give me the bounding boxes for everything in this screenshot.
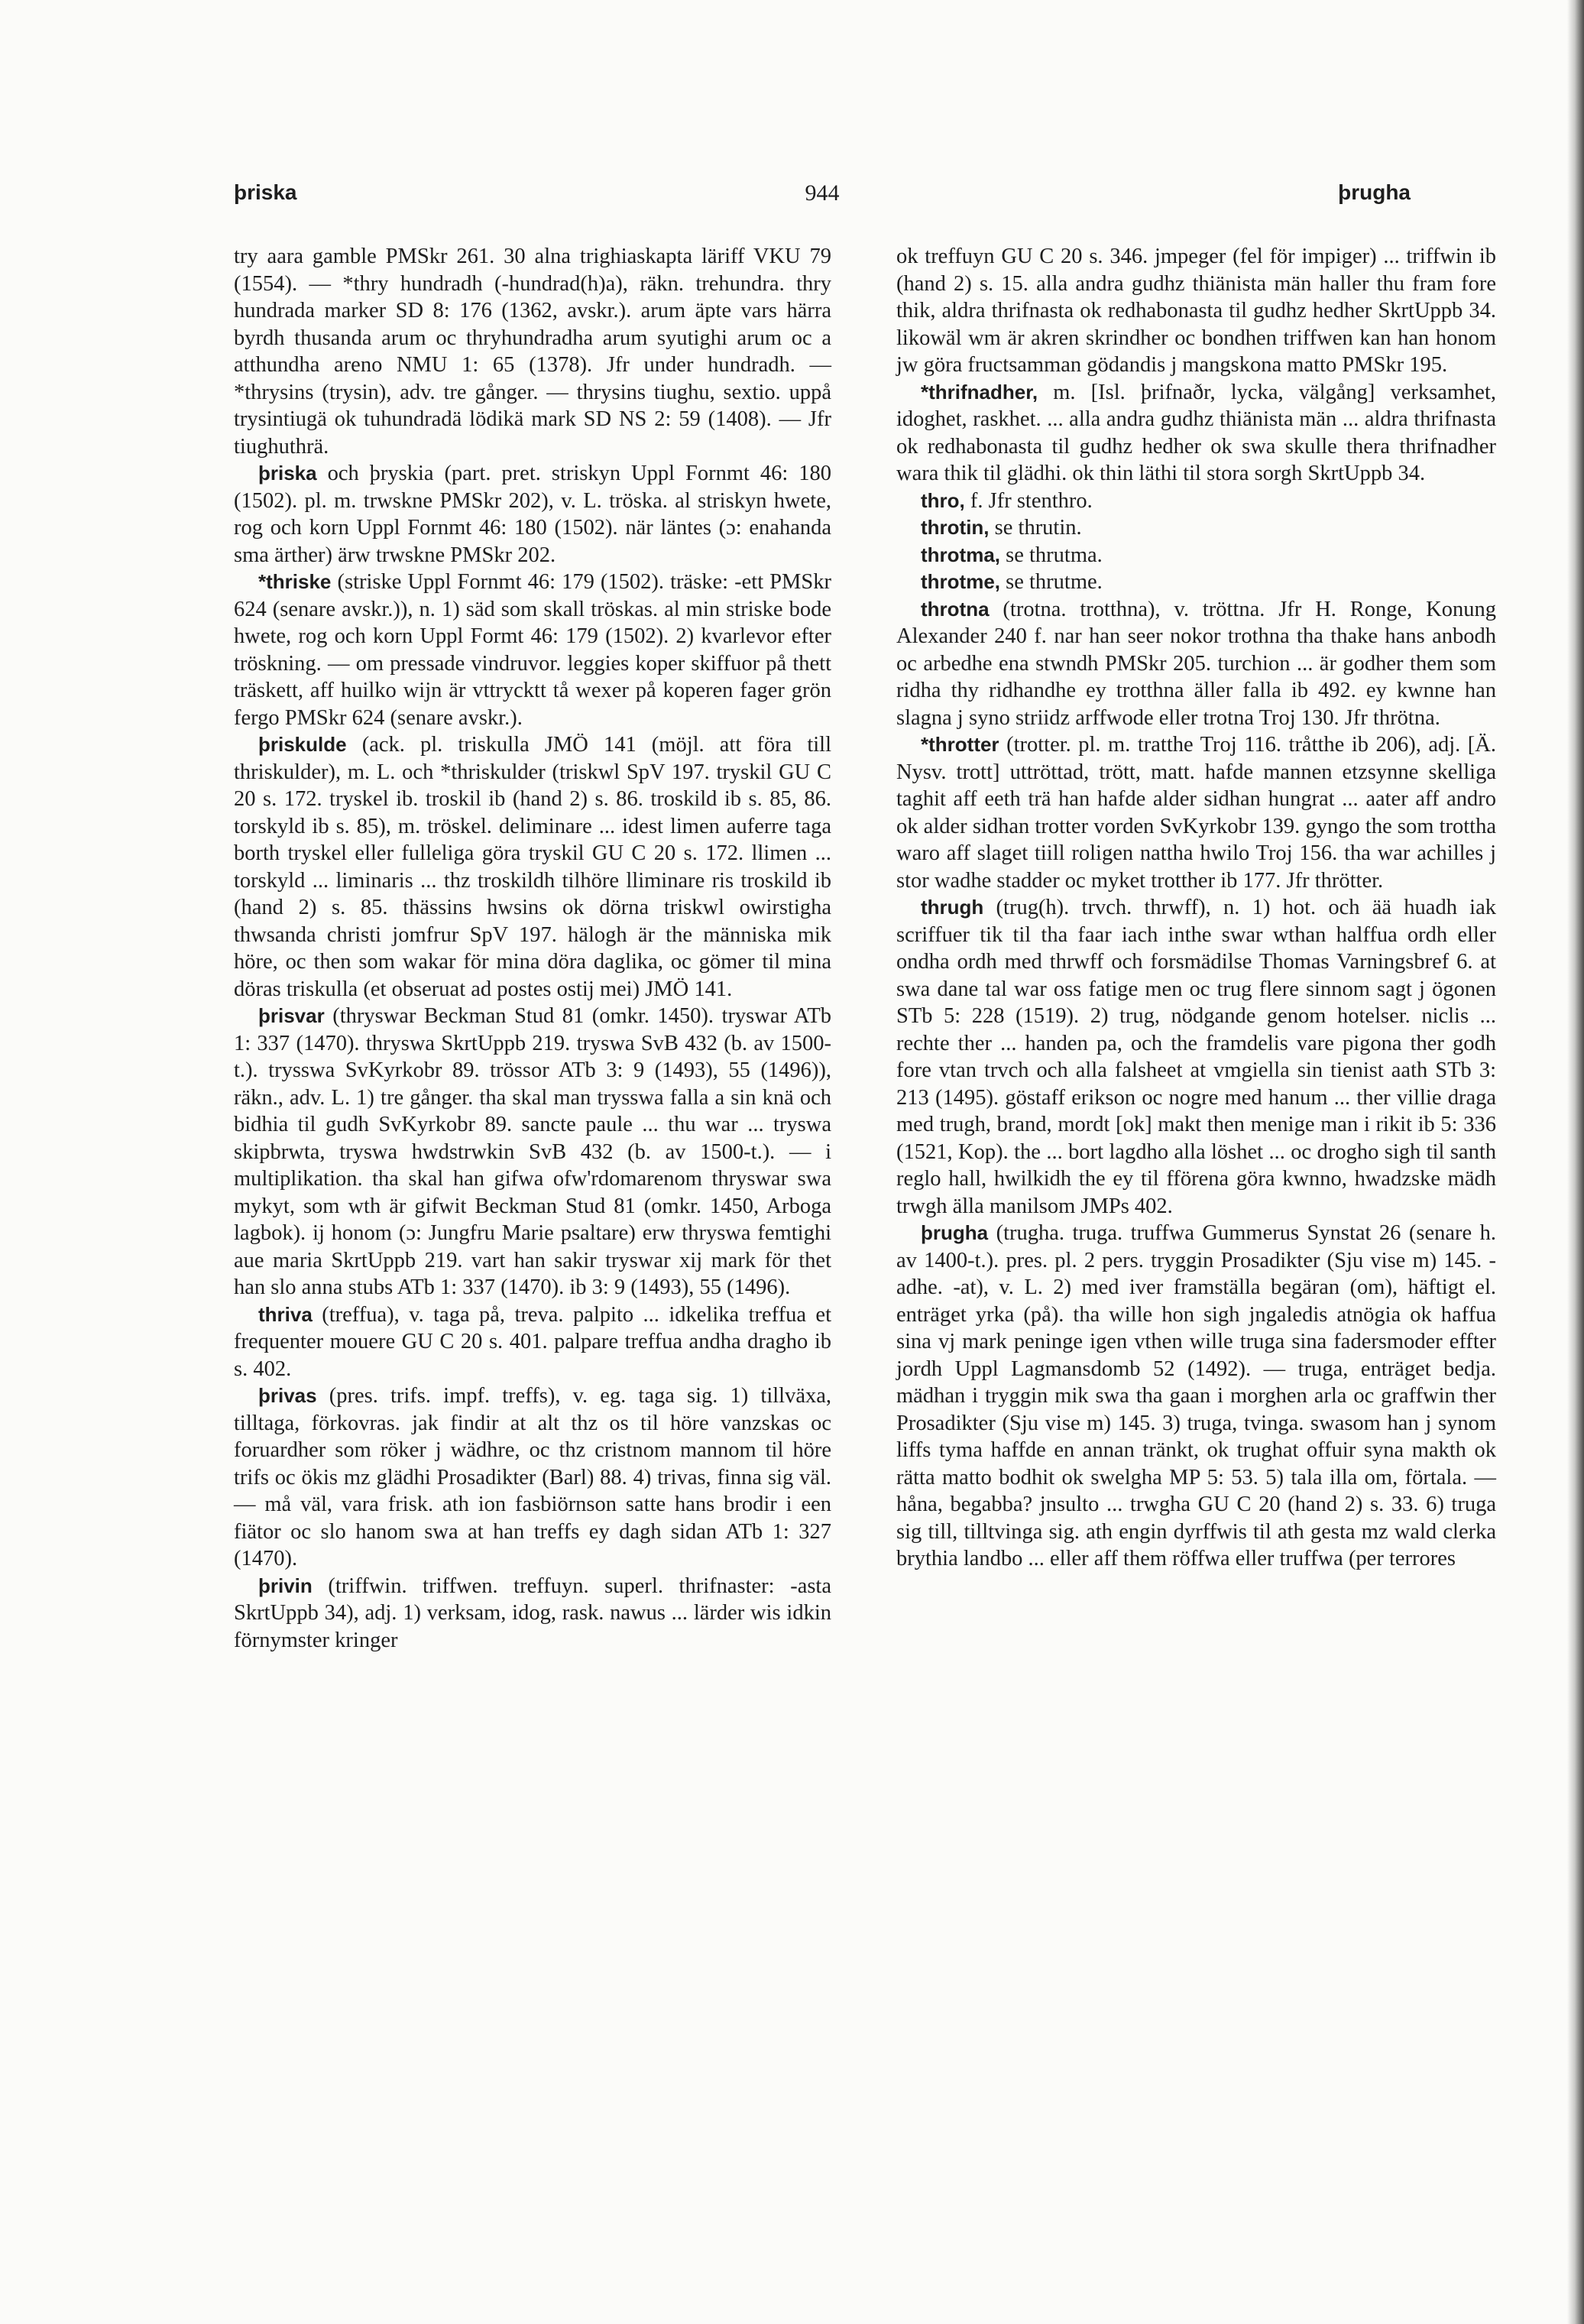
entry-body: (thryswar Beckman Stud 81 (omkr. 1450). tryswar ATb 1: 337 (1470). thryswa SkrtUppb 219. tryswa SvB 432 (b. av 1500-t.). trysswa SvKyrkobr 89. trössor ATb 3: 9 (1493), 55 (1496)), räkn., adv. L. 1) tre gånger. tha skal man trysswa falla a sin knä och bidhia til gudh SvKyrkobr 89. sancte paule ... thu war ... tryswa skipbrwta, tryswa hwdstrwkin SvB 432 (b. av 1500-t.). — i multiplikation. tha skal han gifwa ofw'rdomarenom thryswar swa mykyt, som wth är gifwit Beckman Stud 81 (omkr. 1450, Arboga lagbok). ij honom (ɔ: Jungfru Marie psaltare) erw thryswa femtighi aue maria SkrtUppb 219. vart han sakir tryswar xij mark för thet han slo anna stubs ATb 1: 337 (1470). ib 3: 9 (1493), 55 (1496). xyxy=(234,1004,831,1299)
entry-headword: thriva xyxy=(258,1302,313,1326)
entry-headword: þrivas xyxy=(258,1384,317,1407)
entry-headword: *thrifnadher, xyxy=(921,380,1038,404)
entry-headword: throtin, xyxy=(921,516,990,539)
entry-headword: throtma, xyxy=(921,543,1000,566)
left-column xyxy=(234,243,831,1654)
entry-body: (trotter. pl. m. tratthe Troj 116. tråtthe ib 206), adj. [Ä. Nysv. trott] uttröttad, trött, matt. hafde mannen etzsynne skelliga taghit aff eeth trä han hafde alder sidhan hungrat ... aater aff andro ok alder sidhan trotter vorden SvKyrkobr 139. gyngo the som trottha waro aff slaget tiill roligen nattha hwilo Troj 156. tha war achilles j stor wadhe stadder oc myket trotther ib 177. Jfr thrötter. xyxy=(896,733,1497,893)
dictionary-entry xyxy=(234,460,831,569)
page-header xyxy=(234,180,1411,211)
entry-headword: þriska xyxy=(258,462,317,485)
entry-body: ok treffuyn GU C 20 s. 346. jmpeger (fel för impiger) ... triffwin ib (hand 2) s. 15. alla andra gudhz thiänista män haller thu fram fore thik, aldra thrifnasta ok redhabonasta til gudhz hedher SkrtUppb 34. likowäl wm är akren skrindher oc bondhen triffwen kan han honom jw göra fructsamman gödandis j mangskona matto PMSkr 195. xyxy=(896,245,1496,377)
entry-body: (treffua), v. taga på, treva. palpito ... idkelika treffua et frequenter mouere GU C 20 s. 401. palpare treffua andha dragho ib s. 402. xyxy=(234,1302,831,1381)
entry-headword: *throtter xyxy=(921,733,999,756)
entry-headword: þrisvar xyxy=(258,1004,325,1027)
entry-body: try aara gamble PMSkr 261. 30 alna trighiaskapta läriff VKU 79 (1554). — *thry hundradh (-hundrad(h)a), räkn. trehundra. thry hundrada marker SD 8: 176 (1362, avskr.). arum äpte vars härra byrdh thusanda arum oc thryhundradha arum syutighi arum oc a atthundha areno NMU 1: 65 (1378). Jfr under hundradh. — *thrysins (trysin), adv. tre gånger. — thrysins tiughu, sextio. uppå trysintiugä ok tuhundradä lödikä mark SD NS 2: 59 (1408). — Jfr tiughuthrä. xyxy=(234,245,831,459)
entry-body: f. Jfr stenthro. xyxy=(970,488,1093,513)
entry-headword: throtna xyxy=(921,597,990,621)
entry-body: (ack. pl. triskulla JMÖ 141 (möjl. att föra till thriskulder), m. L. och *thriskulder (triskwl SpV 197. tryskil GU C 20 s. 172. tryskel ib. troskil ib (hand 2) s. 86. troskild ib s. 85, 86. torskyld ib s. 85), m. tröskel. deliminare ... idest limen auferre taga borth tryskel eller fulleliga göra tryskil GU C 20 s. 172. llimen ... torskyld ... liminaris ... thz troskildh tilhöre lliminare ris troskild ib (hand 2) s. 85. thässins hwsins ok dörna triskwl owirstigha thwsanda christi jomfrur SpV 197. hälogh är the människa mik höre, oc then som wakar för mina döra daglika, oc gömer til mina döras triskulla (et obseruat ad postes ostij mei) JMÖ 141. xyxy=(234,733,832,1001)
dictionary-entry xyxy=(234,731,831,1003)
entry-body: (trugha. truga. truffwa Gummerus Synstat 26 (senare h. av 1400-t.). pres. pl. 2 pers. tryggin Prosadikter (Sju vise m) 145. -adhe. -at), v. L. 2) med iver framställa begäran (om), häftigt el. enträget yrka (på). tha wille hon sigh jngaledis atnögia ok haffua sina vj mark peninge igen vthen wille truga sina fadersmoder effter jordh Uppl Lagmansdomb 52 (1492). — truga, enträget bedja. mädhan i tryggin mik swa tha gaan i morghen arla oc graffwin ther Prosadikter (Sju vise m) 145. 3) truga, tvinga. swasom han j synom liffs tyma haffde en annan tränkt, ok trughat offuir syna makth ok rätta matto bodhit ok swelgha MP 5: 53. 5) tala illa om, förtala. — håna, begabba? jnsulto ... trwgha GU C 20 (hand 2) s. 33. 6) truga sig till, tilltvinga sig. ath engin dyrffwis til ath gesta mz wald clerka brythia landbo ... eller aff them röffwa eller truffwa (per terrores xyxy=(896,1221,1496,1570)
entry-body: se thrutin. xyxy=(994,516,1082,540)
entry-headword: þrivin xyxy=(258,1574,313,1597)
page-number: 944 xyxy=(805,180,840,206)
dictionary-entry xyxy=(234,1301,831,1383)
dictionary-entry xyxy=(896,379,1496,488)
header-right-guideword: þrugha xyxy=(1338,180,1411,204)
dictionary-entry xyxy=(234,569,831,731)
dictionary-entry xyxy=(896,731,1496,894)
entry-body: (triffwin. triffwen. treffuyn. superl. thrifnaster: -asta SkrtUppb 34), adj. 1) verksam, idog, rask. nawus ... lärder wis idkin förnymster kringer xyxy=(234,1574,831,1652)
dictionary-entry xyxy=(234,1573,831,1655)
header-left-guideword: þriska xyxy=(234,180,297,204)
dictionary-entry xyxy=(896,1220,1496,1573)
entry-body: m. [Isl. þrifnaðr, lycka, välgång] verksamhet, idoghet, raskhet. ... alla andra gudhz thiänista män ... aldra thrifnasta ok redhabonasta til gudhz hedher ok swa skulle thera thrifnadher wara thik til glädhi. ok thin läthi til stora sorgh SkrtUppb 34. xyxy=(896,380,1496,485)
entry-body: (pres. trifs. impf. treffs), v. eg. taga sig. 1) tillväxa, tilltaga, förkovras. jak findir at alt thz os til höre vanzskas oc foruardher som röker j wädhre, oc thz cristnom mannom til höre trifs oc ökis mz glädhi Prosadikter (Barl) 88. 4) trivas, finna sig väl. — må väl, vara frisk. ath ion fasbiörnson satte hans brodir i een fiätor oc slo hanom swa at han treffs ey dagh sidan ATb 1: 327 (1470). xyxy=(234,1384,831,1570)
right-column xyxy=(896,243,1496,1573)
entry-headword: throtme, xyxy=(921,570,1000,593)
dictionary-entry xyxy=(234,1003,831,1301)
entry-body: (striske Uppl Fornmt 46: 179 (1502). träske: -ett PMSkr 624 (senare avskr.)), n. 1) säd som skall tröskas. al min striske bode hwete, rog och korn Uppl Formt 46: 179 (1502). 2) kvarlevor efter tröskning. — om pressade vindruvor. leggies koper skiffuor på thett träskett, aff huilko wijn är vttrycktt tå wexer på koperen fager grön fergo PMSkr 624 (senare avskr.). xyxy=(234,570,831,730)
entry-body: (trotna. trotthna), v. tröttna. Jfr H. Ronge, Konung Alexander 240 f. nar han seer nokor trothna tha thake hans anbodh oc arbedhe ena stwndh PMSkr 205. turchion ... är godher them som ridha thy ridhandhe ey trotthna äller falla ib 492. ey kwnne han slagna j syno striidz arffwode eller trotna Troj 130. Jfr thrötna. xyxy=(896,597,1497,730)
entry-headword: thro, xyxy=(921,488,965,512)
dictionary-entry xyxy=(896,243,1496,379)
entry-body: se thrutme. xyxy=(1006,570,1103,594)
entry-body: och þryskia (part. pret. striskyn Uppl Fornmt 46: 180 (1502). pl. m. trwskne PMSkr 202), v. L. tröska. al striskyn hwete, rog och korn Uppl Fornmt 46: 180 (1502). när läntes (ɔ: enahanda sma ärther) ärw trwskne PMSkr 202. xyxy=(234,462,832,567)
entry-headword: þrugha xyxy=(921,1221,989,1244)
dictionary-entry xyxy=(234,1382,831,1573)
entry-headword: þriskulde xyxy=(258,733,347,756)
dictionary-entry xyxy=(234,243,831,460)
dictionary-entry xyxy=(896,514,1496,542)
dictionary-entry xyxy=(896,596,1496,732)
dictionary-entry xyxy=(896,542,1496,569)
entry-body: (trug(h). trvch. thrwff), n. 1) hot. och ää huadh iak scriffuer tik til tha faar iach inthe swar wthan halffua ordh eller ondha ordh med thrwff och forsmädilse Thomas Varningsbref 6. at swa dane tal war oss fatige men oc trug flere sinnom sagt j ögonen STb 5: 228 (1519). 2) trug, nödgande genom hotelser. niclis ... rechte ther ... handen pa, och the framdelis vare pigona ther godh fore vtan trvch och alla falsheet at vmgiella sin tienist aath STb 3: 213 (1495). göstaff erikson oc nogre med hanum ... ther villie draga med trugh, brand, mordt [ok] makt then menige man i rikit ib 5: 336 (1521, Kop). the ... bort lagdho alla löshet ... oc drogho sigh til santh reglo hall, hwilkidh the ey til fförena göra kwnno, hwadzske mädh trwgh älla manilsom JMPs 402. xyxy=(896,896,1496,1218)
page-edge-shadow xyxy=(1567,0,1584,2324)
entry-headword: *thriske xyxy=(258,570,332,593)
dictionary-entry xyxy=(896,569,1496,596)
dictionary-entry xyxy=(896,488,1496,515)
entry-headword: thrugh xyxy=(921,896,984,919)
entry-body: se thrutma. xyxy=(1006,543,1103,567)
dictionary-entry xyxy=(896,894,1496,1220)
